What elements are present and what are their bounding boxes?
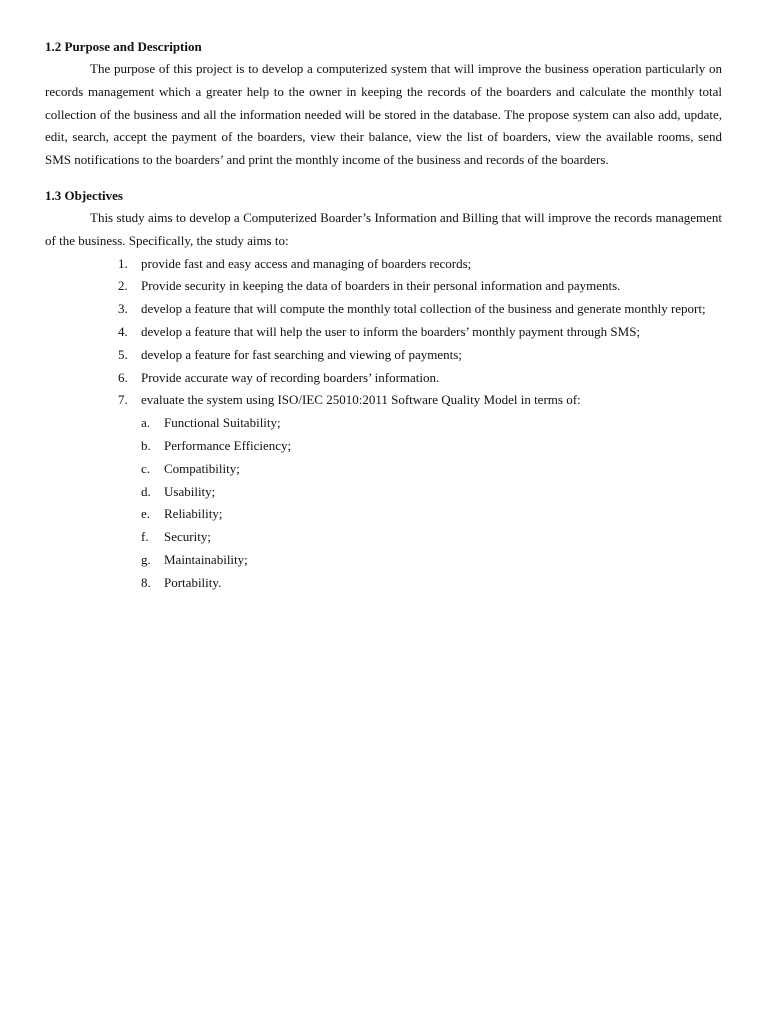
objective-text: Provide accurate way of recording boarders’ information. <box>141 369 440 385</box>
objectives-section <box>45 185 722 595</box>
criteria-text: Portability. <box>164 574 222 590</box>
objective-text: provide fast and easy access and managing of boarders records; <box>141 255 472 271</box>
criteria-text: Maintainability; <box>164 551 248 567</box>
criteria-letter: g. <box>141 551 151 567</box>
criteria-text: Functional Suitability; <box>164 415 281 431</box>
objective-number: 6. <box>118 369 128 385</box>
criteria-letter: b. <box>141 437 151 453</box>
criteria-item <box>45 412 722 435</box>
criteria-text: Reliability; <box>164 506 223 522</box>
purpose-section <box>45 36 722 172</box>
criteria-letter: a. <box>141 415 151 431</box>
criteria-letter: d. <box>141 483 151 499</box>
objective-item <box>45 344 722 367</box>
objectives-intro-paragraph: This study aims to develop a Computerized Boarder’s Information and Billing that will improve the records management of the business. Specifically, the study aims to: <box>45 209 722 248</box>
objective-item <box>45 321 722 344</box>
objective-text: develop a feature that will help the user to inform the boarders’ monthly payment through SMS; <box>141 323 641 339</box>
objective-text: evaluate the system using ISO/IEC 25010:2011 Software Quality Model in terms of: <box>141 392 581 408</box>
purpose-paragraph: The purpose of this project is to develop a computerized system that will improve the business operation particularly on records management which a greater help to the owner in keeping the records of the boarders and calculate the monthly total collection of the business and all the information needed will be stored in the database. The propose system can also add, update, edit, search, accept the payment of the boarders, view their balance, view the list of boarders, view the available rooms, send SMS notifications to the boarders’ and print the monthly income of the business and records of the boarders. <box>45 61 722 168</box>
purpose-heading: 1.2 Purpose and Description <box>45 39 202 54</box>
criteria-item <box>45 526 722 549</box>
criteria-letter: 8. <box>141 574 151 590</box>
objective-item <box>45 253 722 276</box>
criteria-item <box>45 481 722 504</box>
objective-number: 5. <box>118 346 128 362</box>
quality-criteria-list <box>45 412 722 594</box>
objective-number: 2. <box>118 278 128 294</box>
objective-text: Provide security in keeping the data of boarders in their personal information and payments. <box>141 278 621 294</box>
objective-item <box>45 367 722 390</box>
objective-number: 1. <box>118 255 128 271</box>
objective-text: develop a feature for fast searching and viewing of payments; <box>141 346 462 362</box>
criteria-item <box>45 549 722 572</box>
criteria-item <box>45 435 722 458</box>
criteria-text: Security; <box>164 529 211 545</box>
objective-text: develop a feature that will compute the monthly total collection of the business and generate monthly report; <box>141 301 706 317</box>
objective-item <box>45 275 722 298</box>
objective-number: 7. <box>118 392 128 408</box>
criteria-item <box>45 458 722 481</box>
criteria-letter: c. <box>141 460 151 476</box>
objective-number: 3. <box>118 301 128 317</box>
objectives-heading: 1.3 Objectives <box>45 187 123 203</box>
criteria-letter: f. <box>141 529 149 545</box>
objectives-list <box>45 253 722 413</box>
criteria-letter: e. <box>141 506 151 522</box>
criteria-item <box>45 572 722 595</box>
criteria-text: Usability; <box>164 483 216 499</box>
criteria-text: Performance Efficiency; <box>164 437 292 453</box>
objective-number: 4. <box>118 323 128 339</box>
objective-item <box>45 389 722 412</box>
criteria-text: Compatibility; <box>164 460 240 476</box>
objective-item <box>45 298 722 321</box>
criteria-item <box>45 503 722 526</box>
document-page <box>45 36 722 595</box>
